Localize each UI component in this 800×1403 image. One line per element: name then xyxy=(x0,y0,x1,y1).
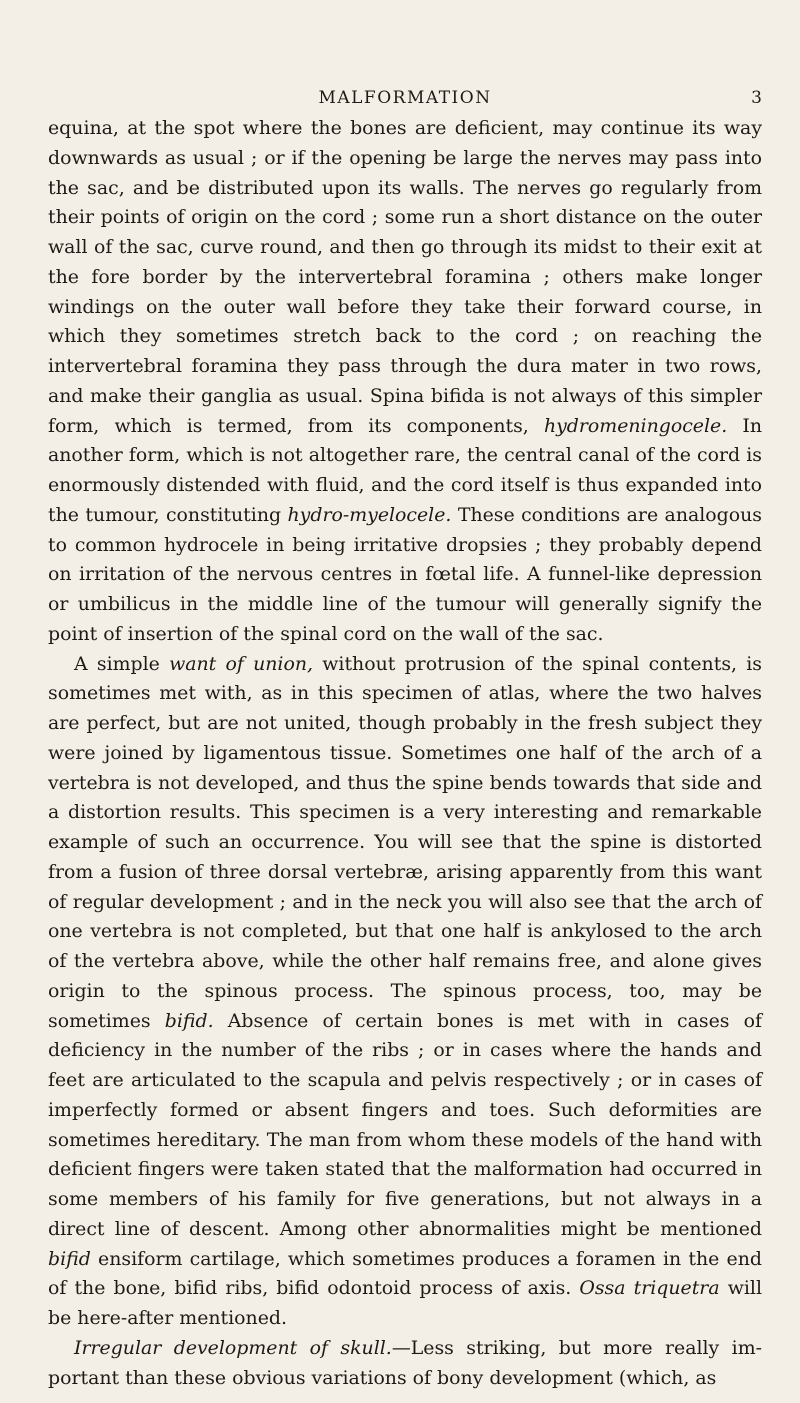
text-run: will be here-after mentioned. xyxy=(48,1277,762,1329)
page-header xyxy=(48,88,762,112)
term-want-of-union: want of union, xyxy=(169,652,314,675)
paragraph xyxy=(48,1334,762,1394)
text-run: These conditions are analogous to common hydrocele in being irritative dropsies ; they probably depend on irritation of the nervous centres in fœtal life. A funnel-like depression or umbilicus in the middle line of the tumour will generally signify the point of insertion of the spinal cord on the wall of the sac. xyxy=(48,503,762,645)
text-run: In another form, which is not altogether rare, the central canal of the cord is enormously distended with fluid, and the cord itself is thus expanded into the tumour, constituting xyxy=(48,414,762,526)
text-run: without protrusion of the spinal contents, is sometimes met with, as in this specimen of atlas, where the two halves are perfect, but are not united, though probably in the fresh subject they were joined by ligamentous tissue. Sometimes one half of the arch of a vertebra is not developed, and thus the spine bends towards that side and a distortion results. This specimen is a very interesting and remarkable example of such an occurrence. You will see that the spine is distorted from a fusion of three dorsal vertebræ, arising apparently from this want of regular development ; and in the neck you will also see that the arch of one vertebra is not completed, but that one half is ankylosed to the arch of the vertebra above, while the other half remains free, and alone gives origin to the spinous process. The spinous process, too, may be sometimes xyxy=(48,652,762,1032)
term-bifid: bifid. xyxy=(164,1009,214,1032)
page-number: 3 xyxy=(751,88,762,108)
term-hydromyelocele: hydro-myelocele. xyxy=(287,503,452,526)
term-ossa-triquetra: Ossa triquetra xyxy=(579,1277,720,1300)
section-heading: Irregular development of skull. xyxy=(74,1336,392,1359)
text-run: equina, at the spot where the bones are deficient, may continue its way downwards as usual ; or if the opening be large the nerves may pass into the sac, and be distributed upon its walls. The nerves go regularly from their points of origin on the cord ; some run a short distance on the outer wall of the sac, curve round, and then go through its midst to their exit at the fore border by the intervertebral foramina ; others make longer windings on the outer wall before they take their forward course, in which they sometimes stretch back to the cord ; on reaching the intervertebral foramina they pass through the dura mater in two rows, and make their ganglia as usual. Spina bifida is not always of this simpler form, which is termed, from its components, xyxy=(48,117,762,437)
body-text xyxy=(48,114,762,1393)
text-run: A simple xyxy=(74,652,170,675)
text-run: Absence of certain bones is met with in cases of deficiency in the number of the ribs ; or in cases where the hands and feet are articulated to the scapula and pelvis respectively ; or in cases of imperfectly formed or absent fingers and toes. Such deformities are sometimes hereditary. The man from whom these models of the hand with deficient fingers were taken stated that the malformation had occurred in some members of his family for five generations, but not always in a direct line of descent. Among other abnormalities might be mentioned xyxy=(48,1009,762,1240)
paragraph xyxy=(48,650,762,1334)
text-run: —Less striking, but more really im-portant than these obvious variations of bony development (which, as xyxy=(48,1336,762,1389)
term-hydromeningocele: hydromeningocele. xyxy=(543,414,728,437)
term-bifid: bifid xyxy=(48,1247,91,1270)
text-run: ensiform cartilage, which sometimes produces a foramen in the end of the bone, bifid ribs, bifid odontoid process of axis. xyxy=(48,1247,762,1300)
running-title: MALFORMATION xyxy=(318,88,492,108)
paragraph xyxy=(48,114,762,650)
